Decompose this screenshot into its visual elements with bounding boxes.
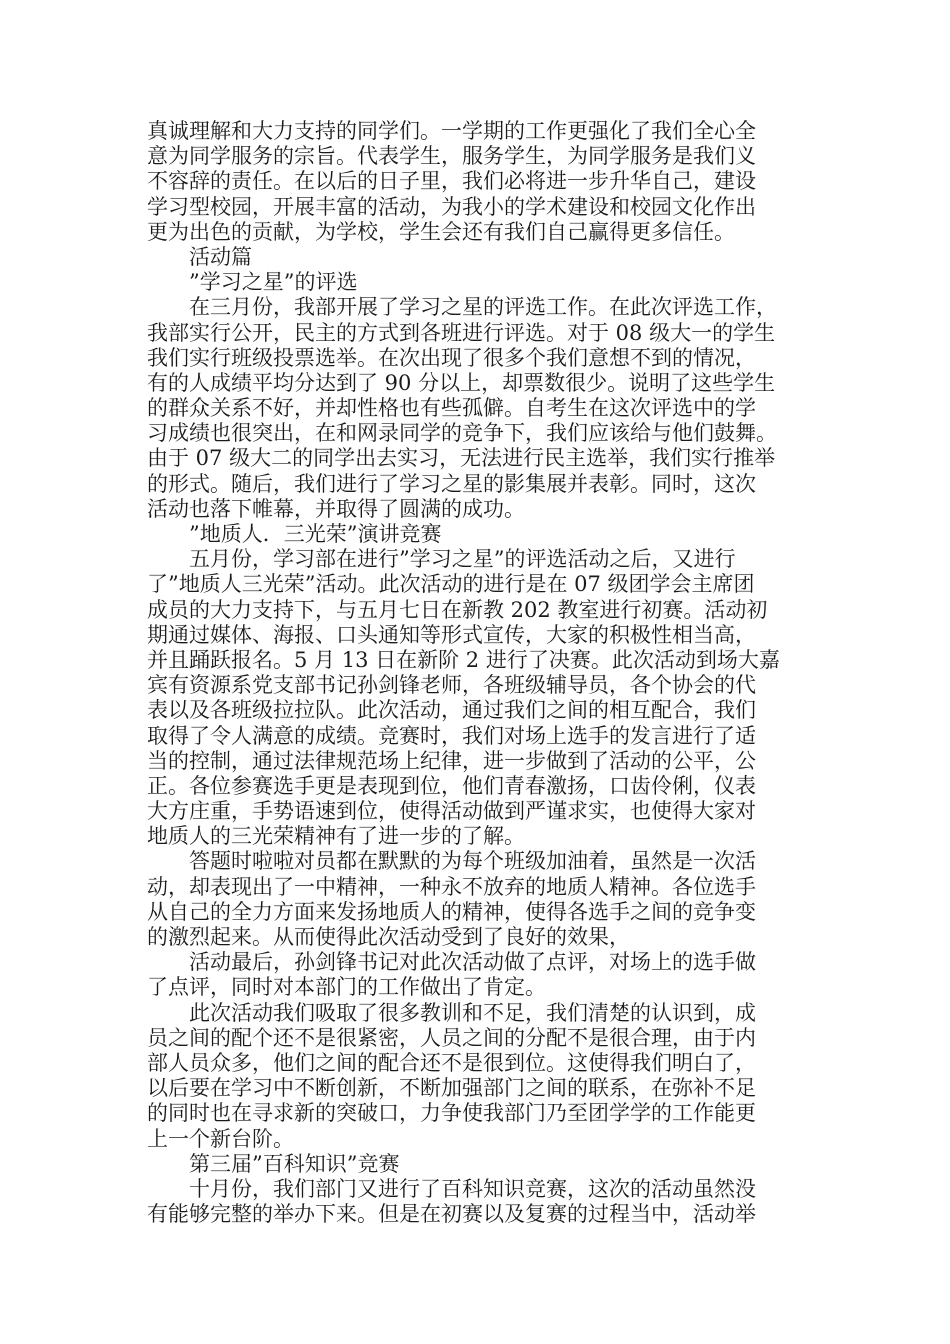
text-line: 我部实行公开，民主的方式到各班进行评选。对于 08 级大一的学生 xyxy=(147,320,776,345)
text-line: 的同时也在寻求新的突破口，力争使我部门乃至团学学的工作能更 xyxy=(147,1101,756,1126)
text-line: 由于 07 级大二的同学出去实习，无法进行民主选举，我们实行推举 xyxy=(147,446,776,471)
text-line: 员之间的配个还不是很紧密，人员之间的分配不是很合理，由于内 xyxy=(147,1025,756,1050)
text-line: 不容辞的责任。在以后的日子里，我们必将进一步升华自己，建设 xyxy=(147,169,756,194)
text-line: 此次活动我们吸取了很多教训和不足，我们清楚的认识到，成 xyxy=(189,1000,756,1025)
text-line: 上一个新台阶。 xyxy=(147,1126,294,1151)
text-line: 了点评，同时对本部门的工作做出了肯定。 xyxy=(147,975,546,1000)
text-line: 了”地质人三光荣”活动。此次活动的进行是在 07 级团学会主席团 xyxy=(147,572,755,597)
text-line: 五月份，学习部在进行”学习之星”的评选活动之后，又进行 xyxy=(189,547,736,572)
text-line: 真诚理解和大力支持的同学们。一学期的工作更强化了我们全心全 xyxy=(147,119,756,143)
text-line: 的群众关系不好，并却性格也有些孤僻。自考生在这次评选中的学 xyxy=(147,396,756,421)
text-line: 宾有资源系党支部书记孙剑锋老师，各班级辅导员，各个协会的代 xyxy=(147,673,756,698)
text-line: 有能够完整的举办下来。但是在初赛以及复赛的过程当中，活动举 xyxy=(147,1202,756,1227)
text-line: 意为同学服务的宗旨。代表学生，服务学生，为同学服务是我们义 xyxy=(147,144,756,169)
text-line: 表以及各班级拉拉队。此次活动，通过我们之间的相互配合，我们 xyxy=(147,698,756,723)
text-line: 在三月份，我部开展了学习之星的评选工作。在此次评选工作， xyxy=(189,295,777,320)
text-line: 的激烈起来。从而使得此次活动受到了良好的效果， xyxy=(147,925,630,949)
text-line: 学习型校园，开展丰富的活动，为我小的学术建设和校园文化作出 xyxy=(147,194,756,219)
text-line: 十月份，我们部门又进行了百科知识竞赛，这次的活动虽然没 xyxy=(189,1176,756,1201)
text-line: 动，却表现出了一中精神，一种永不放弃的地质人精神。各位选手 xyxy=(147,874,756,899)
text-line: 答题时啦啦对员都在默默的为每个班级加油着，虽然是一次活 xyxy=(189,849,756,874)
text-line: 更为出色的贡献，为学校，学生会还有我们自己赢得更多信任。 xyxy=(147,219,735,244)
text-line: 正。各位参赛选手更是表现到位，他们青春激扬，口齿伶俐，仪表 xyxy=(147,773,756,798)
text-line: 并且踊跃报名。5 月 13 日在新阶 2 进行了决赛。此次活动到场大嘉 xyxy=(147,647,780,672)
text-line: 成员的大力支持下，与五月七日在新教 202 教室进行初赛。活动初 xyxy=(147,597,768,622)
text-line: 部人员众多，他们之间的配合还不是很到位。这使得我们明白了， xyxy=(147,1050,756,1075)
text-line: 有的人成绩平均分达到了 90 分以上，却票数很少。说明了这些学生 xyxy=(147,370,776,395)
text-line: 取得了令人满意的成绩。竞赛时，我们对场上选手的发言进行了适 xyxy=(147,723,756,748)
text-line: 从自己的全力方面来发扬地质人的精神，使得各选手之间的竞争变 xyxy=(147,899,756,924)
text-line: 大方庄重，手势语速到位，使得活动做到严谨求实，也使得大家对 xyxy=(147,799,756,824)
text-line: 活动也落下帷幕，并取得了圆满的成功。 xyxy=(147,496,525,521)
text-line: 地质人的三光荣精神有了进一步的了解。 xyxy=(147,824,525,849)
text-line: 我们实行班级投票选举。在次出现了很多个我们意想不到的情况， xyxy=(147,345,756,370)
text-line: 活动篇 xyxy=(189,244,252,269)
text-line: 当的控制，通过法律规范场上纪律，进一步做到了活动的公平，公 xyxy=(147,748,756,773)
text-line: 活动最后，孙剑锋书记对此次活动做了点评，对场上的选手做 xyxy=(189,950,756,975)
text-line: 以后要在学习中不断创新，不断加强部门之间的联系，在弥补不足 xyxy=(147,1076,756,1101)
text-line: ”地质人．三光荣”演讲竞赛 xyxy=(189,522,442,546)
text-line: 第三届”百科知识”竞赛 xyxy=(189,1151,400,1176)
text-line: 期通过媒体、海报、口头通知等形式宣传，大家的积极性相当高， xyxy=(147,622,756,647)
text-line: 的形式。随后，我们进行了学习之星的影集展并表彰。同时，这次 xyxy=(147,471,756,496)
text-line: 习成绩也很突出，在和网录同学的竞争下，我们应该给与他们鼓舞。 xyxy=(147,421,777,446)
text-line: ”学习之星”的评选 xyxy=(189,270,358,295)
document-body xyxy=(147,119,827,1227)
